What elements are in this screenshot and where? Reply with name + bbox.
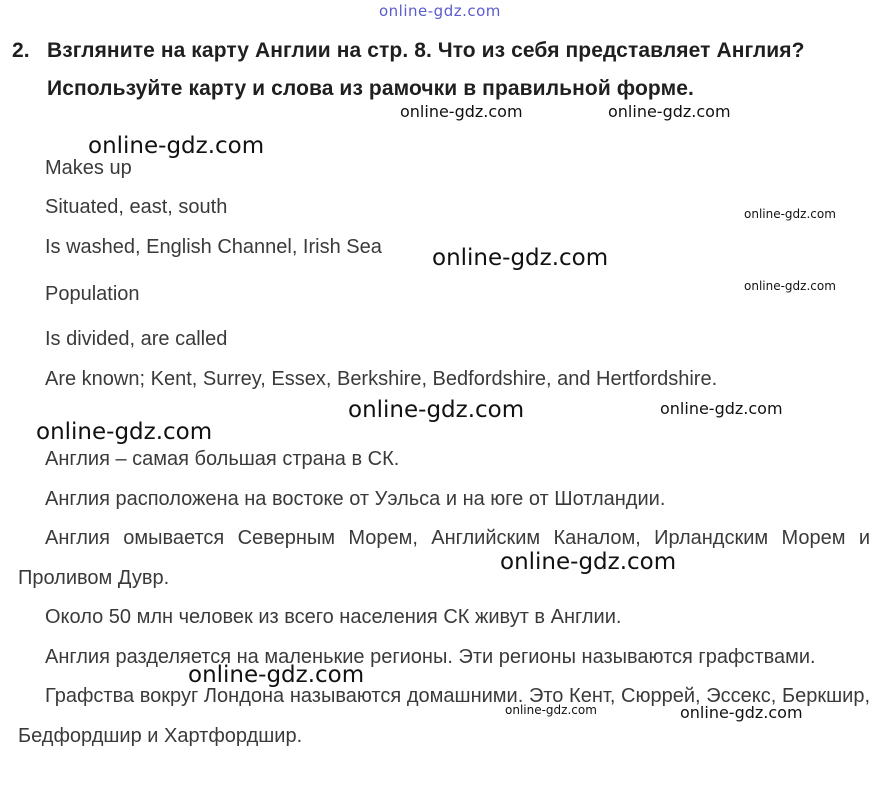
watermark: online-gdz.com	[660, 399, 783, 418]
watermark: online-gdz.com	[500, 549, 677, 575]
translation-paragraph-3: Англия омывается Северным Морем, Английским Каналом, Ирландским Морем и Проливом Дувр.	[18, 527, 870, 589]
translation-paragraph-4: Около 50 млн человек из всего населения СК живут в Англии.	[45, 606, 622, 628]
task-number: 2.	[12, 39, 30, 62]
watermark: online-gdz.com	[744, 207, 836, 221]
watermark: online-gdz.com	[608, 102, 731, 121]
answer-line-3: Is washed, English Channel, Irish Sea	[45, 236, 382, 258]
answer-line-4: Population	[45, 283, 140, 305]
watermark: online-gdz.com	[188, 662, 365, 688]
watermark: online-gdz.com	[505, 703, 597, 717]
watermark: online-gdz.com	[432, 245, 609, 271]
task-title-line-2: Используйте карту и слова из рамочки в правильной форме.	[47, 77, 694, 100]
answer-line-5: Is divided, are called	[45, 328, 228, 350]
watermark: online-gdz.com	[680, 703, 803, 722]
translation-paragraph-5: Англия разделяется на маленькие регионы. Эти регионы называются графствами.	[45, 645, 816, 668]
watermark: online-gdz.com	[400, 102, 523, 121]
translation-paragraph-6: Графства вокруг Лондона называются домашними. Это Кент, Сюррей, Эссекс, Беркшир, Бедфордшир и Хартфордшир.	[18, 685, 870, 747]
answer-line-6: Are known; Kent, Surrey, Essex, Berkshire, Bedfordshire, and Hertfordshire.	[45, 368, 718, 390]
answer-line-2: Situated, east, south	[45, 196, 228, 218]
watermark: online-gdz.com	[88, 133, 265, 159]
watermark-top: online-gdz.com	[379, 2, 501, 20]
translation-paragraph-2: Англия расположена на востоке от Уэльса и на юге от Шотландии.	[45, 487, 666, 510]
watermark: online-gdz.com	[744, 279, 836, 293]
watermark: online-gdz.com	[36, 419, 213, 445]
answer-line-1: Makes up	[45, 157, 132, 179]
watermark: online-gdz.com	[348, 397, 525, 423]
translation-paragraph-1: Англия – самая большая страна в СК.	[45, 448, 400, 470]
task-title-line-1: Взгляните на карту Англии на стр. 8. Что из себя представляет Англия?	[47, 39, 805, 62]
